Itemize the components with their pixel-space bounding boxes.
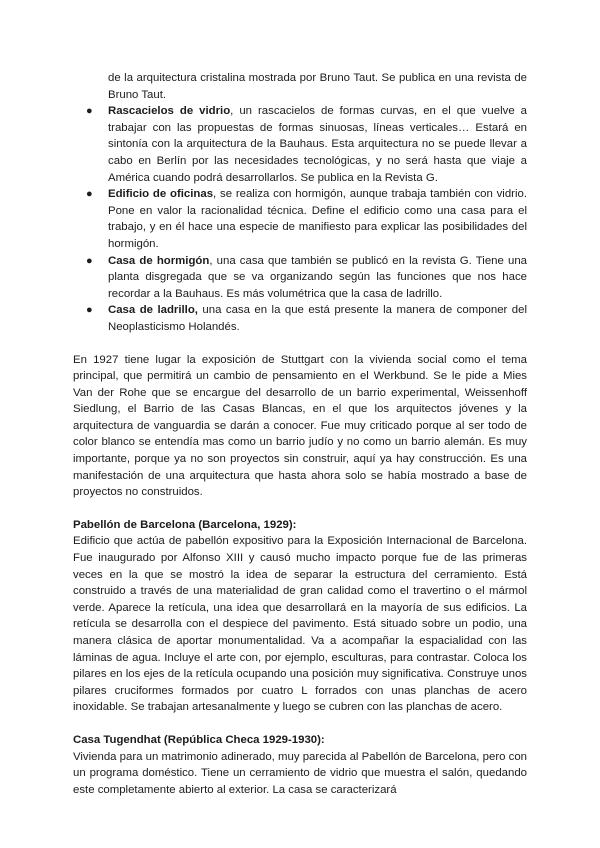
intro-continuation: de la arquitectura cristalina mostrada por Bruno Taut. Se publica en una revista de Bruno Taut. xyxy=(108,72,527,101)
bullet-dot-icon: ● xyxy=(86,254,93,267)
bullet-dot-icon: ● xyxy=(86,188,93,201)
list-item xyxy=(86,253,527,303)
bullet-text: , un rascacielos de formas curvas, en el que vuelve a trabajar con las propuestas de formas sinuosas, líneas verticales… Estará en sintonía con la arquitectura de la Bauhaus. Esta arquitectura no se puede llevar a cabo en Berlín por las necesidades tecnológicas, y no será hasta que viaje a América cuando podrá desarrollarlos. Se publica en la Revista G. xyxy=(108,105,527,184)
paragraph-stuttgart: En 1927 tiene lugar la exposición de Stuttgart con la vivienda social como el tema principal, que permitirá un cambio de pensamiento en el Werkbund. Se le pide a Mies Van der Rohe que se encargue del desarrollo de un barrio experimental, Weissenhoff Siedlung, el Barrio de las Casas Blancas, en el que los arquitectos jóvenes y la arquitectura de vanguardia se darán a conocer. Fue muy criticado porque al ser todo de color blanco se entendía mas como un barrio judío y no como un barrio alemán. Es muy importante, porque ya no son proyectos sin construir, aquí ya hay construcción. Es una manifestación de una arquitectura que hasta ahora solo se había mostrado a base de proyectos no construidos. xyxy=(73,353,527,499)
bullet-dot-icon: ● xyxy=(86,304,93,317)
bullet-text: , se realiza con hormigón, aunque trabaja también con vidrio. Pone en valor la racionalidad técnica. Define el edificio como una casa para el trabajo, y en él hace una especie de manifiesto para explicar las posibilidades del hormigón. xyxy=(108,188,527,250)
section-heading-tugendhat: Casa Tugendhat (República Checa 1929-1930): xyxy=(73,733,325,746)
section-body-barcelona: Edificio que actúa de pabellón expositivo para la Exposición Internacional de Barcelona. Fue inaugurado por Alfonso XIII y causó mucho impacto porque fue de las primeras veces en la que se mostró la idea de separar la estructura del cerramiento. Está construido a través de una materialidad de gran calidad como el travertino o el mármol verde. Aparece la retícula, una idea que desarrollará en la mayoría de sus edificios. La retícula se desarrolla con el despiece del pavimento. Está situado sobre un podio, una manera clásica de aportar monumentalidad. Va a acompañar la espacialidad con las láminas de agua. Incluye el arte con, por ejemplo, esculturas, para contrastar. Coloca los pilares en los ejes de la retícula ocupando una posición muy significativa. Construye unos pilares cruciformes formados por cuatro L forrados con unas planchas de acero inoxidable. Se trabajan artesanalmente y luego se cubren con las planchas de acero. xyxy=(73,535,527,714)
list-item xyxy=(86,103,527,186)
bullet-term: Rascacielos de vidrio xyxy=(108,105,231,118)
bullet-term: Edificio de oficinas xyxy=(108,188,214,201)
section-heading-barcelona: Pabellón de Barcelona (Barcelona, 1929): xyxy=(73,518,297,531)
list-item xyxy=(86,186,527,252)
bullet-term: Casa de hormigón xyxy=(108,254,210,267)
bullet-text: , una casa que también se publicó en la revista G. Tiene una planta disgregada que se va organizando según las funciones que nos hace recordar a la Bauhaus. Es más volumétrica que la casa de ladrillo. xyxy=(108,254,527,300)
project-bullet-list xyxy=(73,103,527,335)
bullet-text: una casa en la que está presente la manera de componer del Neoplasticismo Holandés. xyxy=(108,304,527,333)
bullet-dot-icon: ● xyxy=(86,105,93,118)
bullet-term: Casa de ladrillo, xyxy=(108,304,198,317)
section-body-tugendhat: Vivienda para un matrimonio adinerado, muy parecida al Pabellón de Barcelona, pero con un programa doméstico. Tiene un cerramiento de vidrio que muestra el salón, quedando este completamente abierto al exterior. La casa se caracterizará xyxy=(73,750,527,796)
list-item xyxy=(86,302,527,335)
